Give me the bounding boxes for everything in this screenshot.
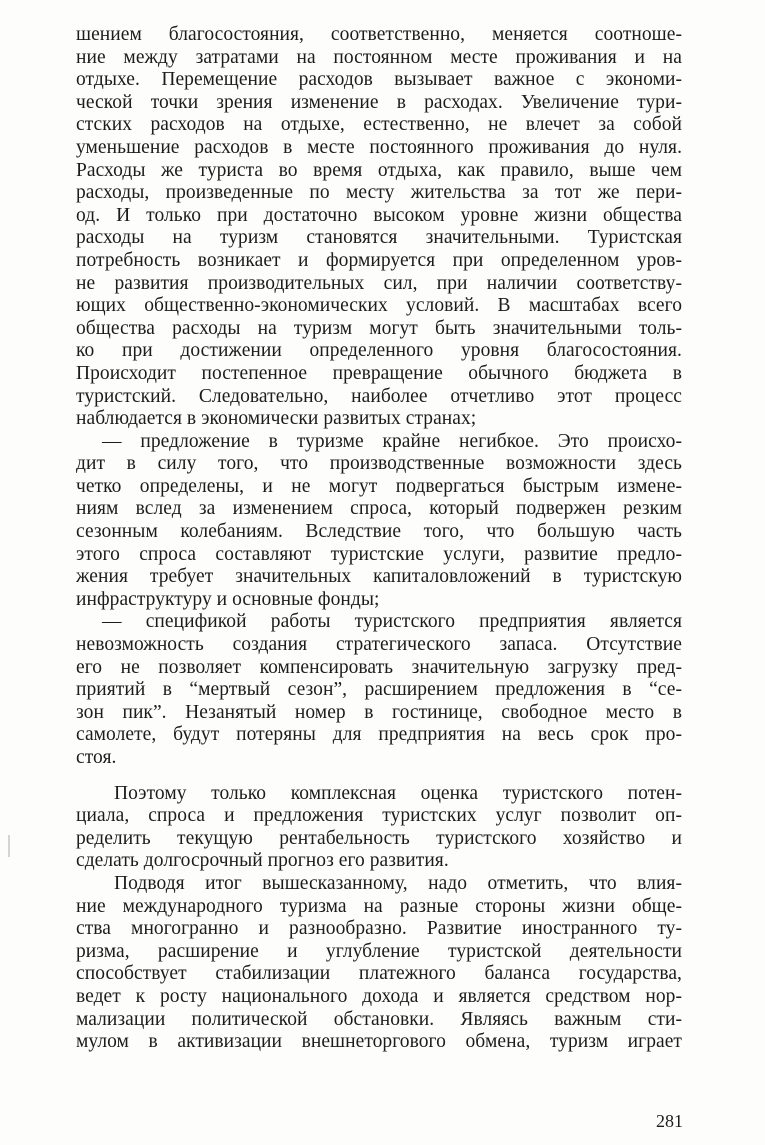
text-line: ределить текущую рентабельность туристского хозяйство и — [76, 827, 682, 849]
text-line: ведет к росту национального дохода и является средством нор- — [76, 985, 682, 1007]
page-number: 281 — [656, 1111, 683, 1131]
text-line: сделать долгосрочный прогноз его развития. — [76, 850, 449, 872]
text-line: расходы, произведенные по месту жительства за тот же пери- — [76, 182, 682, 204]
text-line: Расходы же туриста во время отдыха, как правило, выше чем — [76, 159, 682, 181]
text-line: дит в силу того, что производственные возможности здесь — [76, 453, 682, 475]
text-line: зон пик”. Незанятый номер в гостинице, свободное место в — [76, 701, 682, 723]
text-line: общества расходы на туризм могут быть значительными толь- — [76, 317, 682, 339]
text-line: Подводя итог вышесказанному, надо отметить, что влия- — [114, 872, 682, 894]
text-line: ющих общественно-экономических условий. В масштабах всего — [76, 295, 682, 317]
text-line: Происходит постепенное превращение обычного бюджета в — [76, 362, 682, 384]
text-line: самолете, будут потеряны для предприятия на весь срок про- — [76, 724, 682, 746]
text-line: приятий в “мертвый сезон”, расширением предложения в “се- — [76, 679, 682, 701]
text-line: не развития производительных сил, при наличии соответству- — [76, 272, 682, 294]
text-line: ческой точки зрения изменение в расходах. Увеличение тури- — [76, 91, 682, 113]
text-line: потребность возникает и формируется при определенном уров- — [76, 249, 682, 271]
text-line: туристский. Следовательно, наиболее отчетливо этот процесс — [76, 385, 682, 407]
text-line: циала, спроса и предложения туристских услуг позволит оп- — [76, 805, 682, 827]
text-line: ние международного туризма на разные стороны жизни обще- — [76, 895, 682, 917]
text-line: расходы на туризм становятся значительными. Туристская — [76, 227, 682, 249]
text-line: способствует стабилизации платежного баланса государства, — [76, 963, 682, 985]
text-line: ства многогранно и разнообразно. Развитие иностранного ту- — [76, 918, 682, 940]
text-line: его не позволяет компенсировать значительную загрузку пред- — [76, 656, 682, 678]
text-line: ко при достижении определенного уровня благосостояния. — [76, 340, 682, 362]
text-line: уменьшение расходов в месте постоянного проживания до нуля. — [76, 136, 682, 158]
text-line: ние между затратами на постоянном месте проживания и на — [76, 46, 682, 68]
text-line: од. И только при достаточно высоком уровне жизни общества — [76, 204, 682, 226]
text-line: инфраструктуру и основные фонды; — [76, 588, 380, 610]
margin-mark — [8, 835, 10, 857]
text-line: шением благосостояния, соответственно, меняется соотноше- — [76, 24, 682, 45]
text-line: этого спроса составляют туристские услуги, развитие предло- — [76, 543, 682, 565]
text-line: стоя. — [76, 747, 117, 768]
text-line: — предложение в туризме крайне негибкое. Это происхо- — [102, 430, 682, 452]
paragraph-gap — [76, 770, 682, 783]
text-line: мулом в активизации внешнеторгового обмена, туризм играет — [76, 1031, 682, 1053]
text-line: отдыхе. Перемещение расходов вызывает важное с экономи- — [76, 69, 682, 91]
text-line: ниям вслед за изменением спроса, который подвержен резким — [76, 498, 682, 520]
text-line: жения требует значительных капиталовложений в туристскую — [76, 566, 682, 588]
text-line: наблюдается в экономически развитых странах; — [76, 408, 477, 430]
text-line: — спецификой работы туристского предприятия является — [102, 611, 682, 633]
body-text — [76, 24, 682, 1054]
text-line: сезонным колебаниям. Вследствие того, что большую часть — [76, 521, 682, 543]
text-line: четко определены, и не могут подвергаться быстрым измене- — [76, 475, 682, 497]
text-line: ризма, расширение и углубление туристской деятельности — [76, 940, 682, 962]
text-line: Поэтому только комплексная оценка туристского потен- — [114, 782, 682, 804]
text-line: невозможность создания стратегического запаса. Отсутствие — [76, 634, 682, 656]
text-line: стских расходов на отдыхе, естественно, не влечет за собой — [76, 114, 682, 136]
text-line: мализации политической обстановки. Являясь важным сти- — [76, 1008, 682, 1030]
